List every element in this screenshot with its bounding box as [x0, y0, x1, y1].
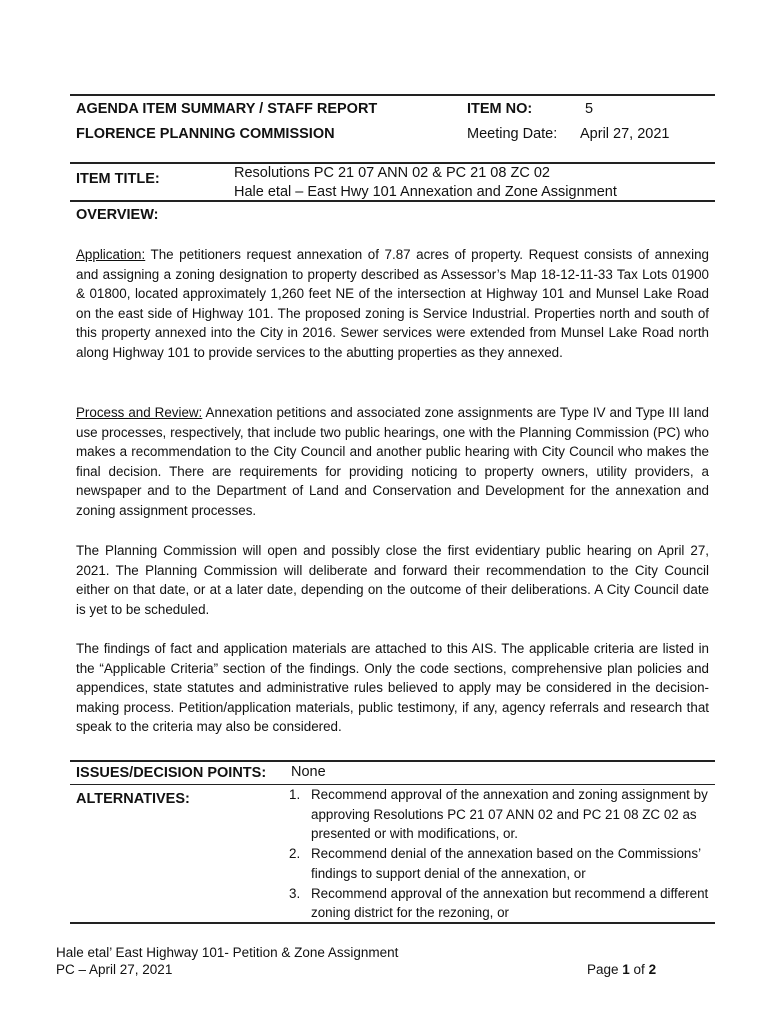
item-no-value: 5: [585, 101, 594, 117]
process-text: Annexation petitions and associated zone assignments are Type IV and Type III land use processes, respectively, that include two public hearings, one with the Planning Commission (PC) who makes a recommendation to the City Council and another public hearing with City Council who makes the final decision. There are requirements for providing noticing to property owners, utility providers, a newspaper and to the Department of Land and Conservation and Development for the annexation and zoning assignment processes.: [76, 405, 709, 518]
commission-name: FLORENCE PLANNING COMMISSION: [76, 126, 335, 142]
alternatives-label: ALTERNATIVES:: [76, 791, 190, 807]
application-paragraph: [76, 245, 709, 363]
meeting-date-label: Meeting Date:: [467, 126, 558, 142]
top-rule: [70, 94, 715, 96]
process-paragraph: [76, 403, 709, 521]
header-rule: [70, 162, 715, 164]
footer-line-2: PC – April 27, 2021: [56, 962, 173, 977]
item-no-label: ITEM NO:: [467, 101, 533, 117]
page-total: 2: [648, 962, 657, 977]
meeting-date-value: April 27, 2021: [580, 126, 670, 142]
alternatives-list: [289, 785, 709, 923]
overview-heading: OVERVIEW:: [76, 207, 159, 223]
process-label: Process and Review:: [76, 405, 203, 420]
application-label: Application:: [76, 247, 146, 262]
issues-label: ISSUES/DECISION POINTS:: [76, 765, 267, 781]
title-rule: [70, 200, 715, 202]
page-number: [587, 962, 656, 977]
item-title-label: ITEM TITLE:: [76, 171, 160, 187]
footer-line-1: Hale etal’ East Highway 101- Petition & Zone Assignment: [56, 945, 399, 960]
report-title: AGENDA ITEM SUMMARY / STAFF REPORT: [76, 101, 378, 117]
alternative-text: Recommend approval of the annexation and zoning assignment by approving Resolutions PC 21 07 ANN 02 and PC 21 08 ZC 02 as presented or with modifications, or.: [311, 787, 708, 842]
hearing-paragraph: The Planning Commission will open and possibly close the first evidentiary public hearing on April 27, 2021. The Planning Commission will deliberate and forward their recommendation to the City Council either on that date, or at a later date, depending on the outcome of their deliberations. A City Council date is yet to be scheduled.: [76, 543, 709, 617]
item-title-line-1: Resolutions PC 21 07 ANN 02 & PC 21 08 ZC 02: [234, 165, 550, 181]
findings-paragraph: The findings of fact and application materials are attached to this AIS. The applicable criteria are listed in the “Applicable Criteria” section of the findings. Only the code sections, comprehensive plan policies and appendices, state statutes and administrative rules believed to apply may be considered in the decision-making process. Petition/application materials, public testimony, if any, agency referrals and research that speak to the criteria may also be considered.: [76, 641, 709, 735]
alternative-item: [289, 884, 709, 923]
alternative-number: 2.: [289, 846, 301, 862]
alternative-text: Recommend approval of the annexation but recommend a different zoning district for the rezoning, or: [311, 885, 709, 921]
issues-top-rule: [70, 760, 715, 762]
issues-value: None: [291, 764, 326, 780]
application-text: The petitioners request annexation of 7.87 acres of property. Request consists of annexing and assigning a zoning designation to property described as Assessor’s Map 18-12-11-33 Tax Lots 01900 & 01800, located approximately 1,260 feet NE of the intersection at Highway 101 and Munsel Lake Road on the east side of Highway 101. The proposed zoning is Service Industrial. Properties north and south of this property annexed into the City in 2016. Sewer services were extended from Munsel Lake Road north along Highway 101 to provide services to the abutting properties as they annexed.: [76, 247, 709, 360]
page-current: 1: [622, 962, 630, 977]
alternative-text: Recommend denial of the annexation based on the Commissions’ findings to support denial of the annexation, or: [311, 846, 701, 881]
alternative-number: 1.: [289, 787, 301, 802]
page-middle: of: [629, 962, 649, 977]
bottom-rule: [70, 922, 715, 924]
item-title-line-2: Hale etal – East Hwy 101 Annexation and Zone Assignment: [234, 184, 617, 200]
page-prefix: Page: [587, 962, 623, 977]
alternative-number: 3.: [289, 885, 301, 901]
alternative-item: [289, 785, 709, 844]
alternative-item: [289, 844, 709, 883]
